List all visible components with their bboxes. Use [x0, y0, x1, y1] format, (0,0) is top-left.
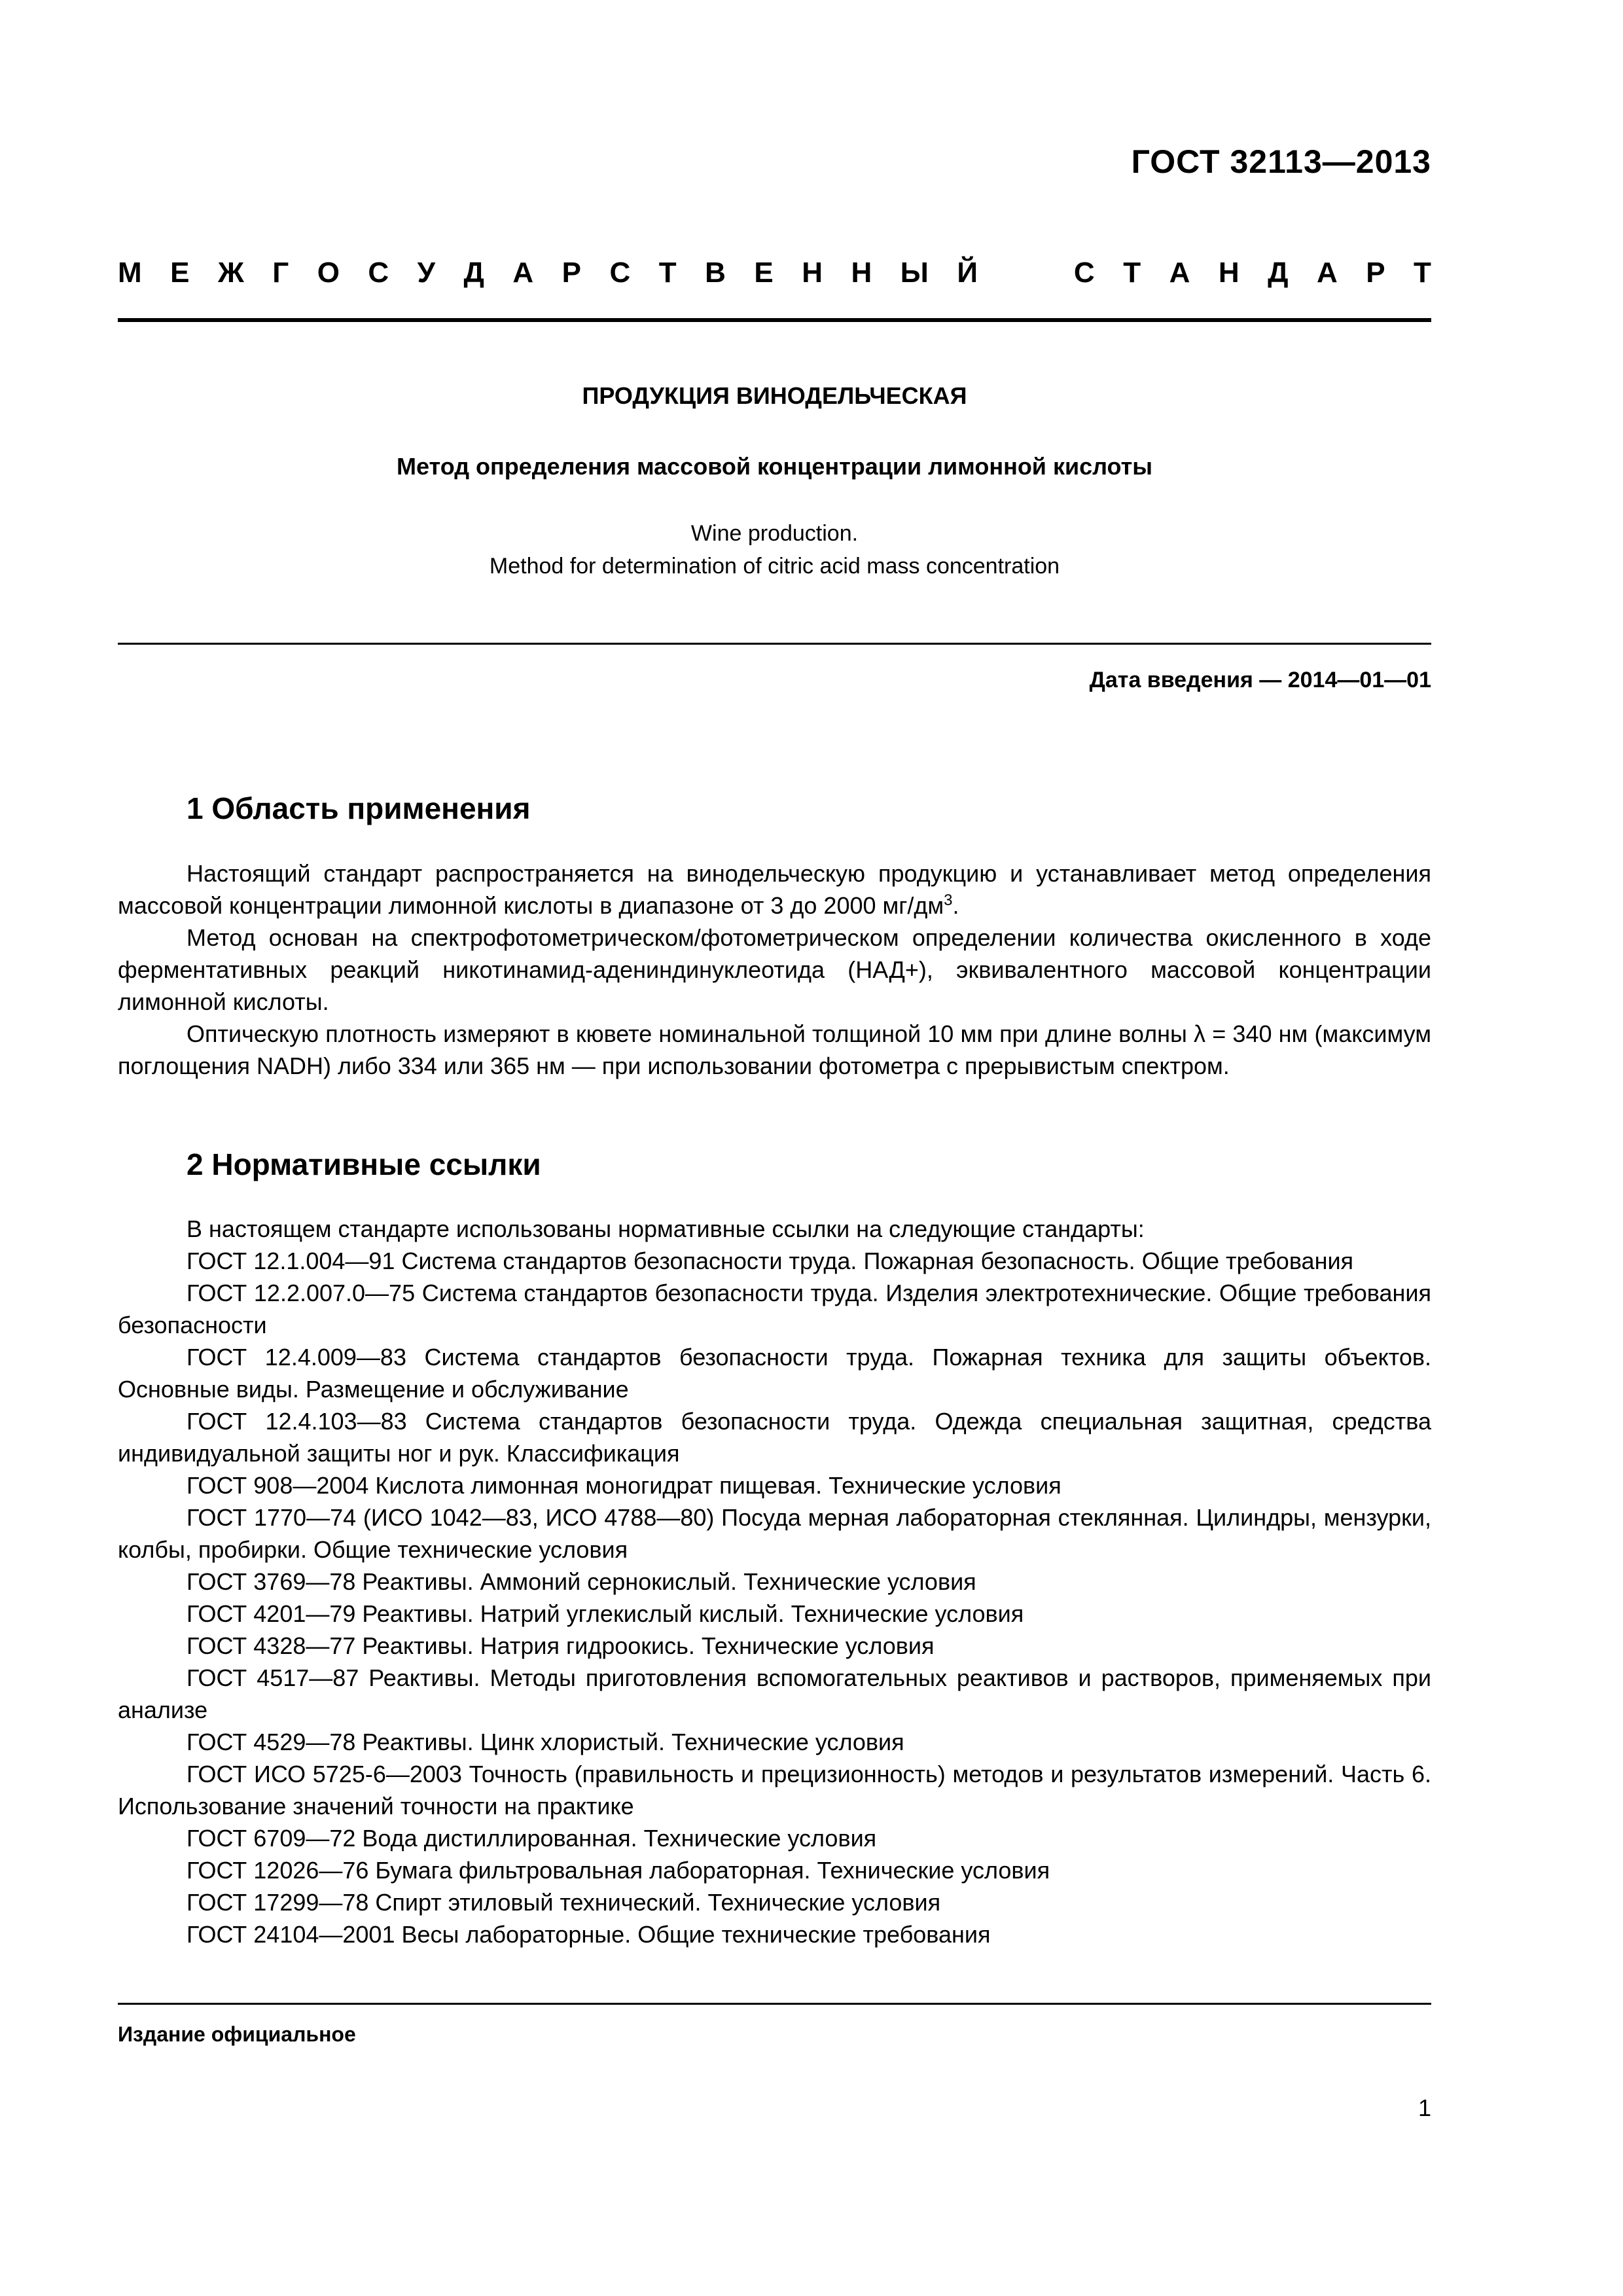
banner-letter: Ы	[900, 257, 929, 289]
banner-word-gap	[1006, 257, 1045, 289]
banner-letter: О	[317, 257, 340, 289]
reference-item: ГОСТ 4529—78 Реактивы. Цинк хлористый. Технические условия	[187, 1729, 904, 1755]
banner-letter: У	[417, 257, 436, 289]
reference-item: ГОСТ 12.1.004—91 Система стандартов безопасности труда. Пожарная безопасность. Общие требования	[187, 1247, 1354, 1274]
banner-letter: Г	[272, 257, 289, 289]
reference-item: ГОСТ 12026—76 Бумага фильтровальная лабораторная. Технические условия	[187, 1857, 1050, 1884]
document-number: ГОСТ 32113—2013	[1131, 143, 1431, 180]
reference-item: ГОСТ 12.4.103—83 Система стандартов безопасности труда. Одежда специальная защитная, средства индивидуальной защиты ног и рук. Классификация	[118, 1408, 1431, 1467]
banner-letter: А	[1169, 257, 1190, 289]
english-title-line: Wine production.	[690, 521, 859, 546]
document-subtitle: Метод определения массовой концентрации лимонной кислоты	[397, 453, 1152, 480]
reference-item: ГОСТ 12.4.009—83 Система стандартов безопасности труда. Пожарная техника для защиты объектов. Основные виды. Размещение и обслуживание	[118, 1344, 1431, 1403]
reference-item: ГОСТ 4517—87 Реактивы. Методы приготовления вспомогательных реактивов и растворов, применяемых при анализе	[118, 1664, 1431, 1723]
banner-letter: Д	[463, 257, 484, 289]
banner-letter: А	[512, 257, 534, 289]
reference-item: ГОСТ 12.2.007.0—75 Система стандартов безопасности труда. Изделия электротехнические. Общие требования безопасности	[118, 1280, 1431, 1338]
banner-letter: А	[1316, 257, 1338, 289]
banner-letter: Ж	[217, 257, 244, 289]
banner-letter: Н	[851, 257, 872, 289]
section-1-heading: 1 Область применения	[187, 791, 531, 825]
introduction-date: Дата введения — 2014—01—01	[1089, 668, 1431, 692]
banner-letter: Д	[1268, 257, 1289, 289]
banner-letter: С	[1073, 257, 1095, 289]
superscript-exponent: 3	[944, 891, 953, 909]
banner-letter: Р	[1366, 257, 1385, 289]
reference-item: ГОСТ ИСО 5725-6—2003 Точность (правильность и прецизионность) методов и результатов измерений. Часть 6. Использование значений точности на практике	[118, 1761, 1431, 1820]
reference-item: ГОСТ 1770—74 (ИСО 1042—83, ИСО 4788—80) Посуда мерная лабораторная стеклянная. Цилиндры, мензурки, колбы, пробирки. Общие технические условия	[118, 1504, 1431, 1563]
title-divider	[118, 643, 1431, 645]
reference-item: ГОСТ 17299—78 Спирт этиловый технический. Технические условия	[187, 1889, 941, 1916]
paragraph: Оптическую плотность измеряют в кювете номинальной толщиной 10 мм при длине волны λ = 340 нм (максимум поглощения NADH) либо 334 или 365 нм — при использовании фотометра с прерывистым спектром.	[118, 1020, 1431, 1079]
document-title: ПРОДУКЦИЯ ВИНОДЕЛЬЧЕСКАЯ	[582, 382, 967, 409]
banner-letter: Е	[170, 257, 190, 289]
banner-letter: Н	[802, 257, 823, 289]
paragraph-end: .	[952, 892, 959, 919]
footer-divider	[118, 2003, 1431, 2005]
paragraph	[118, 857, 1431, 922]
section-1-body	[118, 857, 1431, 1082]
banner-letter: В	[705, 257, 726, 289]
interstate-standard-banner	[118, 257, 1431, 289]
english-title	[118, 517, 1431, 583]
reference-item: ГОСТ 24104—2001 Весы лабораторные. Общие технические требования	[187, 1921, 991, 1948]
section-2-body	[118, 1213, 1431, 1950]
banner-letter: Т	[1414, 257, 1431, 289]
paragraph: Метод основан на спектрофотометрическом/фотометрическом определении количества окисленного в ходе ферментативных реакций никотинамид-адениндинуклеотида (НАД+), эквивалентного массовой концентрации лимонной кислоты.	[118, 924, 1431, 1015]
banner-letter: Е	[754, 257, 774, 289]
reference-item: ГОСТ 6709—72 Вода дистиллированная. Технические условия	[187, 1825, 877, 1852]
english-title-line: Method for determination of citric acid mass concentration	[489, 554, 1060, 579]
reference-item: ГОСТ 4201—79 Реактивы. Натрий углекислый кислый. Технические условия	[187, 1600, 1024, 1627]
banner-letter: М	[118, 257, 142, 289]
reference-item: ГОСТ 3769—78 Реактивы. Аммоний сернокислый. Технические условия	[187, 1568, 976, 1595]
banner-letter: Н	[1218, 257, 1240, 289]
section-2-heading: 2 Нормативные ссылки	[187, 1147, 541, 1181]
header-divider	[118, 318, 1431, 322]
reference-item: ГОСТ 4328—77 Реактивы. Натрия гидроокись. Технические условия	[187, 1632, 935, 1659]
banner-letter: Т	[658, 257, 677, 289]
banner-letter: С	[609, 257, 631, 289]
official-edition-label: Издание официальное	[118, 2022, 356, 2046]
normative-references-list	[118, 1245, 1431, 1950]
page-number: 1	[1418, 2094, 1431, 2121]
paragraph-text: Настоящий стандарт распространяется на винодельческую продукцию и устанавливает метод определения массовой концентрации лимонной кислоты в диапазоне от 3 до 2000 мг/дм	[118, 860, 1431, 919]
reference-item: ГОСТ 908—2004 Кислота лимонная моногидрат пищевая. Технические условия	[187, 1472, 1061, 1499]
references-lead: В настоящем стандарте использованы нормативные ссылки на следующие стандарты:	[187, 1215, 1145, 1242]
banner-letter: Й	[957, 257, 978, 289]
banner-letter: Р	[562, 257, 581, 289]
banner-letter: Т	[1123, 257, 1141, 289]
banner-letter: С	[368, 257, 389, 289]
